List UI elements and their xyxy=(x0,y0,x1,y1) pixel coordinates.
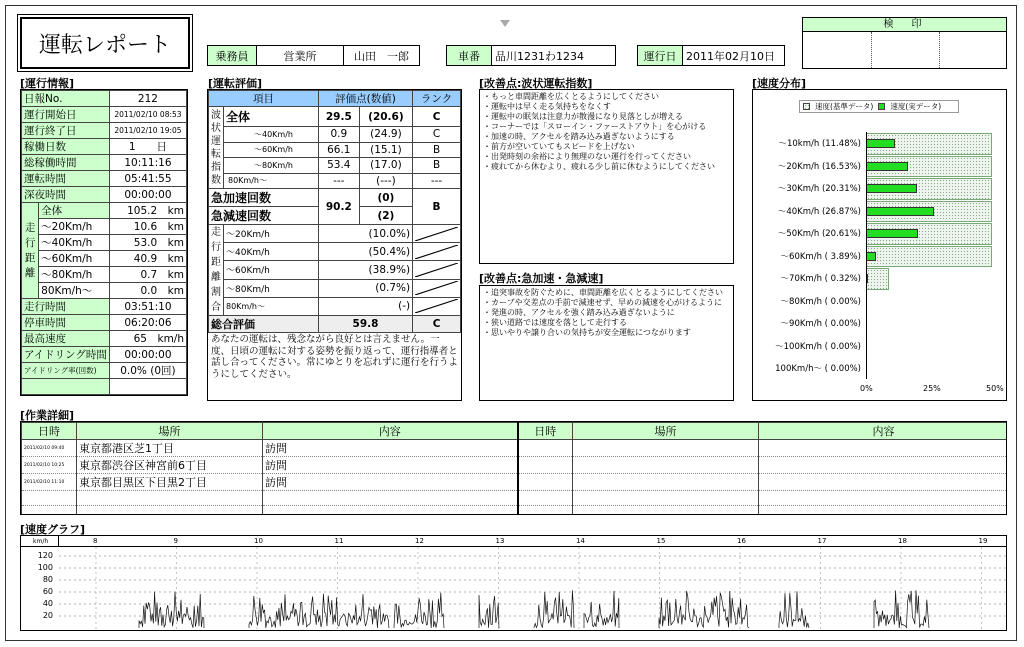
ratio-row xyxy=(209,297,461,315)
work-cell: 2011/02/10 11:10 xyxy=(22,474,77,491)
ev-header-rank: ランク xyxy=(413,91,461,107)
speed-dist-legend xyxy=(799,100,959,113)
op-label: 総稼働時間 xyxy=(22,155,110,171)
improvement-line: ・カーブや交差点の手前で減速せず、早めの減速を心がけるように xyxy=(483,298,722,307)
work-cell xyxy=(518,506,573,516)
graph-hour-label: 14 xyxy=(576,537,585,545)
work-header-cell: 内容 xyxy=(263,423,518,440)
op-row xyxy=(22,107,187,123)
ratio-label: ～40Km/h xyxy=(224,243,319,261)
op-row xyxy=(22,331,187,347)
dist-actual-bar xyxy=(866,184,917,193)
graph-hour-label: 9 xyxy=(173,537,178,545)
speed-graph-section-title: [速度グラフ] xyxy=(20,523,86,536)
distance-value: 0.7 km xyxy=(109,267,186,283)
wave-score: 53.4 xyxy=(318,158,359,174)
work-header-cell: 日時 xyxy=(518,423,573,440)
work-cell xyxy=(518,440,573,457)
accel-row xyxy=(209,189,461,207)
dist-actual-bar xyxy=(866,252,876,261)
dist-base-bar xyxy=(866,246,992,268)
legend-actual-label: 速度(実データ) xyxy=(890,102,942,111)
wave-row xyxy=(209,142,461,158)
graph-hour-label: 12 xyxy=(415,537,424,545)
ratio-group-label: 走 行 距 離 割 合 xyxy=(209,225,224,316)
dist-row-label: ～60Km/h ( 3.89%) xyxy=(780,251,861,262)
dist-axis-line xyxy=(866,132,867,379)
dist-actual-bar xyxy=(866,162,908,171)
work-cell xyxy=(518,474,573,491)
work-cell: 東京都渋谷区神宮前6丁目 xyxy=(77,457,263,474)
distance-label: ～20Km/h xyxy=(39,219,110,235)
ratio-row xyxy=(209,225,461,243)
wave-rank: B xyxy=(413,142,461,158)
wave-label: ～40Km/h xyxy=(224,127,319,143)
op-value: 2011/02/10 19:05 xyxy=(109,123,186,139)
op-label: 停車時間 xyxy=(22,315,110,331)
distance-row xyxy=(22,251,187,267)
improvement-line: ・出発時刻の余裕により無理のない運行を行ってください xyxy=(483,152,691,161)
ratio-diagonal-cell xyxy=(413,225,461,243)
dist-row-label: ～50Km/h (20.61%) xyxy=(777,229,861,239)
op-value: 03:51:10 xyxy=(109,299,186,315)
scroll-down-arrow-icon[interactable] xyxy=(500,20,510,27)
work-cell xyxy=(573,506,759,516)
improvement-line: ・思いやりや譲り合いの気持ちが安全運転につながります xyxy=(483,328,691,337)
work-cell xyxy=(263,506,518,516)
wave-score: 29.5 xyxy=(318,107,359,127)
speed-graph-unit: km/h xyxy=(33,538,49,545)
work-row xyxy=(22,457,1008,474)
work-table xyxy=(20,421,1007,515)
improvement-line: ・運転中は早く走る気持ちをなくす xyxy=(483,102,611,111)
work-cell: 訪問 xyxy=(263,457,518,474)
operation-table xyxy=(20,89,188,396)
work-header-cell: 場所 xyxy=(77,423,263,440)
distance-value: 0.0 km xyxy=(109,283,186,299)
work-section-title: [作業詳細] xyxy=(20,409,75,422)
total-score: 59.8 xyxy=(318,316,412,333)
work-cell: 2011/02/10 09:40 xyxy=(22,440,77,457)
wave-row xyxy=(209,158,461,174)
work-cell xyxy=(759,440,1008,457)
improvement-line: ・疲れてから休むより、疲れる少し前に休むようにしてください xyxy=(483,162,715,171)
op-value: 05:41:55 xyxy=(109,171,186,187)
op-label: 深夜時間 xyxy=(22,187,110,203)
wave-rank: --- xyxy=(413,173,461,189)
distance-row xyxy=(22,235,187,251)
wave-label: ～60Km/h xyxy=(224,142,319,158)
op-label: アイドリング時間 xyxy=(22,347,110,363)
op-row xyxy=(22,363,187,379)
wave-num: (---) xyxy=(359,173,412,189)
work-cell xyxy=(518,491,573,506)
op-row xyxy=(22,91,187,107)
distance-group-label: 走 行 距 離 xyxy=(22,203,39,299)
decel-label: 急減速回数 xyxy=(209,207,319,225)
ratio-label: ～20Km/h xyxy=(224,225,319,243)
decel-count: (2) xyxy=(359,207,412,225)
dist-row-label: ～100Km/h ( 0.00%) xyxy=(775,341,861,352)
vehicle-value: 品川1231わ1234 xyxy=(491,45,616,66)
graph-y-tick-label: 20 xyxy=(42,611,53,620)
ratio-label: ～80Km/h xyxy=(224,279,319,297)
accel-label: 急加速回数 xyxy=(209,189,319,207)
op-value: 65 km/h xyxy=(109,331,186,347)
improvement-line: ・運転中の眠気は注意力が散漫になり見落としが増える xyxy=(483,112,683,121)
distance-row xyxy=(22,219,187,235)
evaluation-comment: あなたの運転は、残念ながら良好とは言えません。一度、日頃の運転に対する姿勢を振り返って、運行指導者と話し合ってください。常にゆとりを忘れずに運行を行うようにしてください。 xyxy=(211,334,459,380)
graph-y-tick-label: 40 xyxy=(42,599,53,608)
work-header-row xyxy=(22,423,1008,440)
distance-row xyxy=(22,203,187,219)
op-empty-row xyxy=(22,379,187,395)
op-row xyxy=(22,155,187,171)
work-cell xyxy=(573,440,759,457)
op-label: アイドリング率(回数) xyxy=(22,363,110,379)
op-row xyxy=(22,299,187,315)
work-cell: 訪問 xyxy=(263,440,518,457)
crew-label: 乗務員 xyxy=(207,45,257,66)
op-label: 日報No. xyxy=(22,91,110,107)
work-cell xyxy=(759,506,1008,516)
distance-value: 10.6 km xyxy=(109,219,186,235)
wave-label: ～80Km/h xyxy=(224,158,319,174)
graph-hour-label: 15 xyxy=(656,537,666,545)
distance-label: ～40Km/h xyxy=(39,235,110,251)
work-cell xyxy=(263,491,518,506)
distance-value: 40.9 km xyxy=(109,251,186,267)
wave-rank: C xyxy=(413,107,461,127)
ratio-row xyxy=(209,243,461,261)
wave-rank: B xyxy=(413,158,461,174)
graph-y-tick-label: 120 xyxy=(37,551,53,560)
op-value: 212 xyxy=(109,91,186,107)
ev-header-score: 評価点(数値) xyxy=(318,91,412,107)
work-row xyxy=(22,506,1008,516)
wave-label: 80Km/h～ xyxy=(224,173,319,189)
dist-row-label: 100Km/h～ ( 0.00%) xyxy=(775,364,861,374)
work-cell xyxy=(573,491,759,506)
improvement-line: ・追突事故を防ぐために、車間距離を広くとるようにしてください xyxy=(483,288,723,297)
wave-score: 0.9 xyxy=(318,127,359,143)
work-header-cell: 場所 xyxy=(573,423,759,440)
improve-accel-box xyxy=(479,285,734,401)
work-cell: 訪問 xyxy=(263,474,518,491)
wave-score: --- xyxy=(318,173,359,189)
distance-value: 53.0 km xyxy=(109,235,186,251)
vehicle-label: 車番 xyxy=(446,45,492,66)
evaluation-header-row xyxy=(209,91,461,107)
ratio-value: (38.9%) xyxy=(318,261,412,279)
legend-base-swatch-icon xyxy=(803,103,810,110)
op-value: 1 日 xyxy=(109,139,186,155)
work-cell xyxy=(22,506,77,516)
total-row xyxy=(209,316,461,333)
ratio-value: (50.4%) xyxy=(318,243,412,261)
work-cell: 東京都港区芝1丁目 xyxy=(77,440,263,457)
distance-label: 全体 xyxy=(39,203,110,219)
graph-y-tick-label: 100 xyxy=(37,563,53,572)
ratio-value: (0.7%) xyxy=(318,279,412,297)
wave-group-label: 波 状 運 転 指 数 xyxy=(209,107,224,189)
work-cell xyxy=(573,474,759,491)
work-header-cell: 日時 xyxy=(22,423,77,440)
ratio-diagonal-cell xyxy=(413,243,461,261)
distance-label: ～60Km/h xyxy=(39,251,110,267)
inspection-label: 検 印 xyxy=(803,18,1006,32)
ratio-row xyxy=(209,279,461,297)
dist-row-label: ～70Km/h ( 0.32%) xyxy=(780,274,861,284)
dist-row-label: ～10km/h (11.48%) xyxy=(778,139,861,149)
wave-num: (24.9) xyxy=(359,127,412,143)
report-title: 運転レポート xyxy=(20,17,190,69)
op-value: 00:00:00 xyxy=(109,347,186,363)
improvement-line: ・狭い道路では速度を落として走行する xyxy=(483,318,627,327)
op-label: 運行開始日 xyxy=(22,107,110,123)
graph-y-tick-label: 60 xyxy=(42,587,53,596)
op-row xyxy=(22,171,187,187)
wave-row xyxy=(209,107,461,127)
work-cell: 2011/02/10 10:25 xyxy=(22,457,77,474)
op-value: 0.0% (0回) xyxy=(109,363,186,379)
wave-rank: C xyxy=(413,127,461,143)
work-cell xyxy=(77,491,263,506)
distance-label: ～80Km/h xyxy=(39,267,110,283)
inspection-box xyxy=(802,17,1007,69)
dist-row-label: ～30Km/h (20.31%) xyxy=(777,184,861,194)
dist-tick-label: 50% xyxy=(986,384,1004,393)
op-label: 運行終了日 xyxy=(22,123,110,139)
op-row xyxy=(22,187,187,203)
speed-dist-chart xyxy=(752,89,1007,401)
work-row xyxy=(22,474,1008,491)
work-cell xyxy=(759,457,1008,474)
wave-num: (17.0) xyxy=(359,158,412,174)
op-value: 10:11:16 xyxy=(109,155,186,171)
distance-value: 105.2 km xyxy=(109,203,186,219)
legend-base-label: 速度(基準データ) xyxy=(815,102,874,111)
work-cell xyxy=(573,457,759,474)
legend-actual-swatch-icon xyxy=(878,103,885,110)
driver-value: 山田 一郎 xyxy=(343,45,420,66)
op-label: 稼働日数 xyxy=(22,139,110,155)
op-label: 運転時間 xyxy=(22,171,110,187)
speed-graph-hour-strip xyxy=(59,536,1006,547)
ratio-value: (10.0%) xyxy=(318,225,412,243)
dist-row-label: ～90Km/h ( 0.00%) xyxy=(780,319,861,329)
ratio-value: (-) xyxy=(318,297,412,315)
wave-num: (20.6) xyxy=(359,107,412,127)
speed-graph-unit-box xyxy=(21,536,59,547)
ev-header-item: 項目 xyxy=(209,91,319,107)
total-rank: C xyxy=(413,316,461,333)
work-row xyxy=(22,491,1008,506)
dist-tick-label: 0% xyxy=(860,384,873,393)
speed-trace-line xyxy=(139,590,929,628)
ratio-row xyxy=(209,261,461,279)
wave-label: 全体 xyxy=(224,107,319,127)
distance-row xyxy=(22,283,187,299)
ratio-diagonal-cell xyxy=(413,297,461,315)
improvement-line: ・前方が空いていてもスピードを上げない xyxy=(483,142,635,151)
speed-graph-plot xyxy=(59,547,1007,631)
wave-num: (15.1) xyxy=(359,142,412,158)
speed-graph xyxy=(20,535,1007,631)
operation-section-title: [運行情報] xyxy=(20,77,75,90)
improvement-line: ・もっと車間距離を広くとるようにしてください xyxy=(483,92,659,101)
dist-actual-bar xyxy=(866,229,918,238)
date-label: 運行日 xyxy=(637,45,683,66)
op-value: 00:00:00 xyxy=(109,187,186,203)
op-value: 06:20:06 xyxy=(109,315,186,331)
date-value: 2011年02月10日 xyxy=(682,45,785,66)
graph-hour-label: 17 xyxy=(817,537,827,545)
op-label: 最高速度 xyxy=(22,331,110,347)
dist-row-label: ～80Km/h ( 0.00%) xyxy=(780,296,861,307)
evaluation-section-title: [運転評価] xyxy=(208,77,263,90)
op-empty-cell xyxy=(109,379,186,395)
graph-y-tick-label: 80 xyxy=(42,575,53,584)
op-row xyxy=(22,123,187,139)
graph-hour-label: 19 xyxy=(978,537,988,545)
graph-hour-label: 11 xyxy=(334,537,344,545)
op-empty-cell xyxy=(22,379,110,395)
distance-row xyxy=(22,267,187,283)
improvement-line: ・加速の時、アクセルを踏み込み過ぎないようにする xyxy=(483,132,675,141)
dist-tick-label: 25% xyxy=(923,384,941,393)
total-label: 総合評価 xyxy=(209,316,319,333)
dist-base-bar xyxy=(866,268,889,290)
graph-hour-label: 16 xyxy=(737,537,746,545)
ratio-label: ～60Km/h xyxy=(224,261,319,279)
wave-row xyxy=(209,127,461,143)
ratio-diagonal-cell xyxy=(413,279,461,297)
op-row xyxy=(22,347,187,363)
op-row xyxy=(22,315,187,331)
work-cell: 東京都目黒区下目黒2丁目 xyxy=(77,474,263,491)
accel-rank: B xyxy=(413,189,461,225)
work-cell xyxy=(759,491,1008,506)
accel-score: 90.2 xyxy=(318,189,359,225)
graph-hour-label: 8 xyxy=(93,537,98,545)
accel-count: (0) xyxy=(359,189,412,207)
work-cell xyxy=(759,474,1008,491)
distance-label: 80Km/h～ xyxy=(39,283,110,299)
wave-score: 66.1 xyxy=(318,142,359,158)
improve-accel-section-title: [改善点:急加速・急減速] xyxy=(479,272,604,285)
wave-row xyxy=(209,173,461,189)
dist-actual-bar xyxy=(866,207,934,216)
graph-hour-label: 10 xyxy=(254,537,263,545)
improve-wave-box xyxy=(479,89,734,264)
work-cell xyxy=(22,491,77,506)
op-label: 走行時間 xyxy=(22,299,110,315)
ratio-diagonal-cell xyxy=(413,261,461,279)
dist-row-label: ～40Km/h (26.87%) xyxy=(777,206,861,217)
work-cell xyxy=(518,457,573,474)
evaluation-table xyxy=(207,89,462,401)
graph-hour-label: 18 xyxy=(898,537,907,545)
dist-actual-bar xyxy=(866,139,895,148)
work-cell xyxy=(77,506,263,516)
dist-row-label: ～20Km/h (16.53%) xyxy=(777,161,861,172)
speed-dist-section-title: [速度分布] xyxy=(752,77,807,90)
improve-wave-section-title: [改善点:波状運転指数] xyxy=(479,77,593,90)
office-value: 営業所 xyxy=(256,45,344,66)
op-value: 2011/02/10 08:53 xyxy=(109,107,186,123)
improvement-line: ・コーナーでは「スローイン・ファーストアウト」を心がける xyxy=(483,122,707,131)
improvement-line: ・発進の時、アクセルを強く踏み込み過ぎないように xyxy=(483,308,675,317)
ratio-label: 80Km/h～ xyxy=(224,297,319,315)
work-header-cell: 内容 xyxy=(759,423,1008,440)
work-row xyxy=(22,440,1008,457)
op-row xyxy=(22,139,187,155)
graph-hour-label: 13 xyxy=(495,537,505,545)
